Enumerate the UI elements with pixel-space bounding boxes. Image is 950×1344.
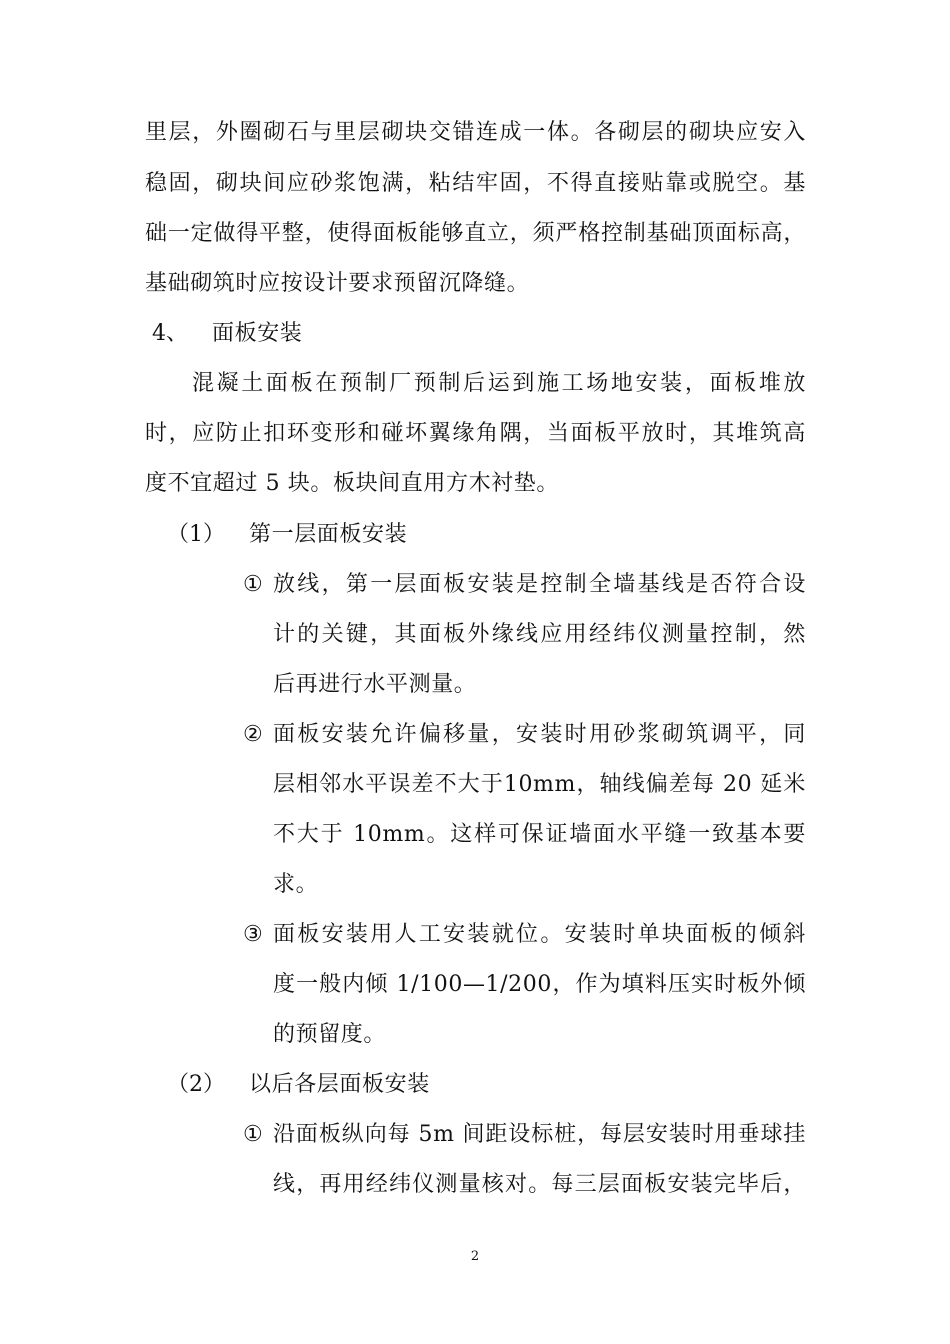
item-line: 不大于 10mm。这样可保证墙面水平缝一致基本要 [273,822,806,847]
subsection-number: （1） [167,522,225,547]
item-line: 线，再用经纬仪测量核对。每三层面板安装完毕后， [273,1172,806,1197]
item-line: 的预留度。 [273,1022,387,1047]
paragraph-1-line: 基础砌筑时应按设计要求预留沉降缝。 [145,271,530,296]
section-number: 4、 [152,321,188,346]
section-title: 面板安装 [212,321,303,346]
paragraph-2-line: 时，应防止扣环变形和碰坏翼缘角隅，当面板平放时，其堆筑高 [145,421,806,446]
paragraph-1-line: 础一定做得平整，使得面板能够直立，须严格控制基础顶面标高， [145,221,806,246]
page-number: 2 [470,1249,480,1264]
item-line: 求。 [273,872,319,897]
item-line: 层相邻水平误差不大于10mm，轴线偏差每 20 延米 [273,772,806,797]
item-marker: ② [243,722,263,747]
paragraph-1-line: 稳固，砌块间应砂浆饱满，粘结牢固，不得直接贴靠或脱空。基 [145,171,806,196]
subsection-number: （2） [167,1072,225,1097]
item-marker: ① [243,1122,263,1147]
paragraph-1-line: 里层，外圈砌石与里层砌块交错连成一体。各砌层的砌块应安入 [145,120,806,145]
item-marker: ① [243,572,263,597]
item-line: 面板安装用人工安装就位。安装时单块面板的倾斜 [273,922,806,947]
paragraph-2-line: 混凝土面板在预制厂预制后运到施工场地安装，面板堆放 [192,371,806,396]
item-marker: ③ [243,922,263,947]
item-line: 计的关键，其面板外缘线应用经纬仪测量控制，然 [273,622,806,647]
item-line: 后再进行水平测量。 [273,672,477,697]
subsection-title: 以后各层面板安装 [249,1072,430,1097]
item-line: 面板安装允许偏移量，安装时用砂浆砌筑调平，同 [273,722,806,747]
item-line: 沿面板纵向每 5m 间距设标桩，每层安装时用垂球挂 [273,1122,806,1147]
paragraph-2-line: 度不宜超过 5 块。板块间直用方木衬垫。 [145,471,559,496]
item-line: 度一般内倾 1/100—1/200，作为填料压实时板外倾 [273,972,806,997]
subsection-title: 第一层面板安装 [249,522,408,547]
item-line: 放线，第一层面板安装是控制全墙基线是否符合设 [273,572,806,597]
